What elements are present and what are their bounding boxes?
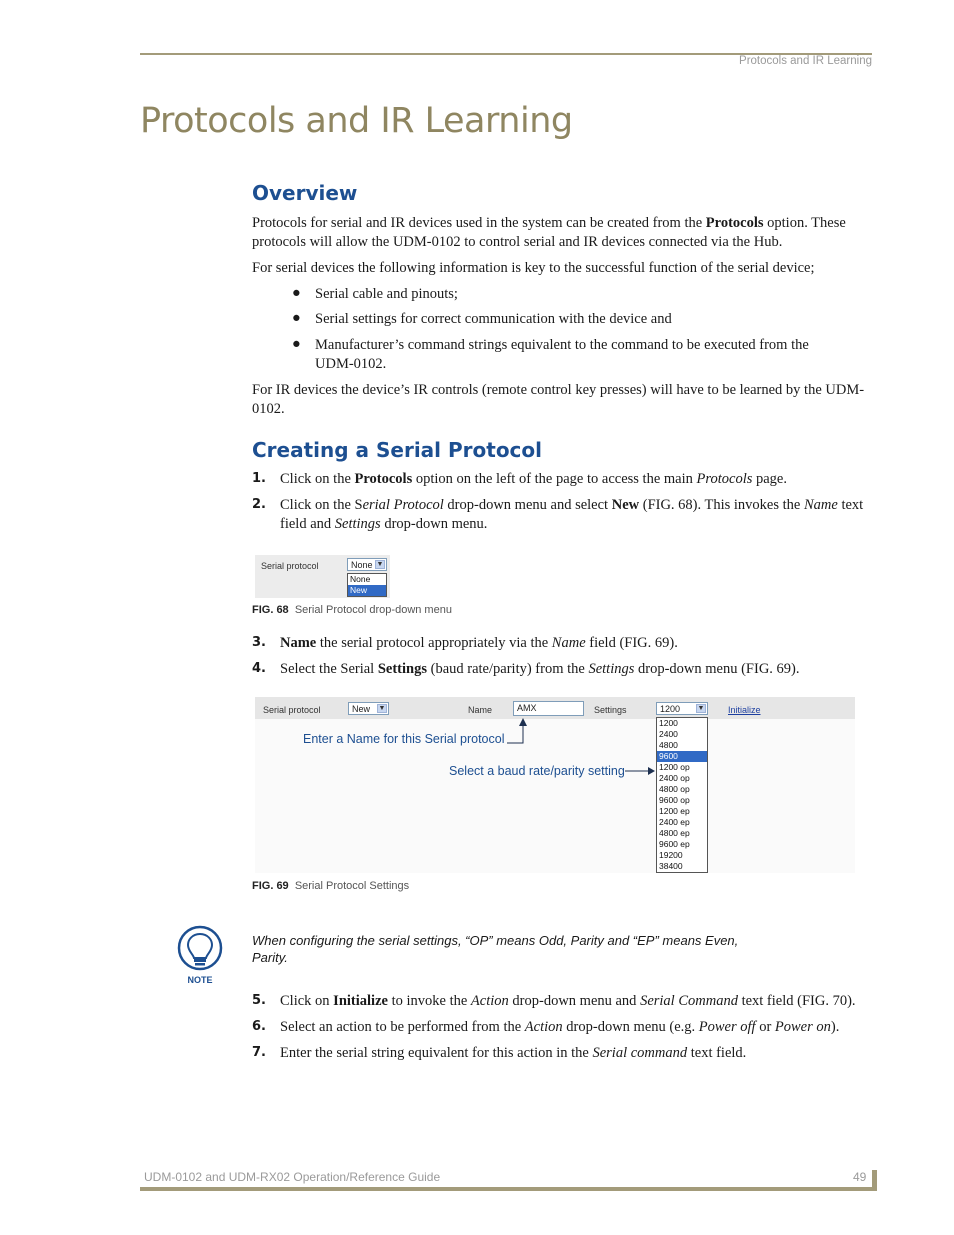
select-value: New — [352, 704, 371, 714]
text: Select an action to be performed from the — [280, 1019, 525, 1035]
dropdown-option-selected[interactable]: New — [348, 585, 386, 596]
step-5 — [280, 992, 856, 1011]
bold-term: New — [611, 497, 640, 513]
text: text field (FIG. 70). — [737, 993, 856, 1009]
caption-text: Serial Protocol drop-down menu — [294, 604, 452, 616]
dropdown-option[interactable]: 38400 — [659, 861, 683, 871]
text: For IR devices the device’s IR controls (remote control key presses) will have to be learned by the UDM- — [252, 382, 865, 398]
bold-term: Initialize — [333, 993, 388, 1009]
text: When configuring the serial settings, “OP” means Odd, Parity and “EP” means Even, — [252, 933, 739, 948]
serial-protocol-label: Serial protocol — [263, 705, 321, 715]
italic-term: Name — [551, 635, 586, 651]
serial-protocol-select[interactable] — [347, 558, 387, 571]
footer-page-number: 49 — [853, 1170, 867, 1184]
chevron-down-icon[interactable]: ▼ — [378, 705, 386, 712]
text: to invoke the — [387, 993, 471, 1009]
bold-term: Settings — [377, 661, 427, 677]
step-number: 5. — [252, 993, 266, 1008]
dropdown-option[interactable]: 4800 ep — [659, 828, 690, 838]
overview-heading: Overview — [252, 181, 358, 205]
footer-tick — [872, 1170, 877, 1191]
select-value: None — [351, 560, 373, 570]
dropdown-option[interactable]: 1200 ep — [659, 806, 690, 816]
text: Parity. — [252, 950, 288, 965]
italic-term: Power off — [698, 1019, 756, 1035]
text: page. — [752, 471, 787, 487]
italic-term: erial Protocol — [362, 497, 444, 513]
step-3 — [280, 634, 678, 653]
footer-rule — [140, 1187, 877, 1191]
step-number: 3. — [252, 635, 266, 650]
overview-paragraph-3 — [252, 381, 872, 419]
dropdown-option[interactable]: 9600 op — [659, 795, 690, 805]
dropdown-option[interactable]: 2400 op — [659, 773, 690, 783]
fig68-caption — [252, 604, 452, 616]
text: (baud rate/parity) from the — [427, 661, 589, 677]
select-value: 1200 — [660, 704, 681, 714]
italic-term: Name — [803, 497, 838, 513]
settings-label: Settings — [594, 705, 627, 715]
text: option. These — [763, 215, 846, 231]
text: 0102. — [252, 401, 285, 417]
name-annotation: Enter a Name for this Serial protocol — [303, 732, 505, 746]
dropdown-option[interactable]: 2400 — [659, 729, 678, 739]
step-6 — [280, 1018, 839, 1037]
text: Click on — [280, 993, 334, 1009]
italic-term: Serial command — [592, 1045, 688, 1061]
bullet-item-continued: UDM-0102. — [315, 356, 387, 372]
italic-term: Power on — [774, 1019, 831, 1035]
step-7 — [280, 1044, 746, 1063]
dropdown-option[interactable]: 1200 op — [659, 762, 690, 772]
text: field and — [280, 516, 335, 532]
dropdown-option[interactable]: 1200 — [659, 718, 678, 728]
dropdown-option[interactable]: 4800 — [659, 740, 678, 750]
dropdown-option[interactable]: 2400 ep — [659, 817, 690, 827]
text: the serial protocol appropriately via the — [316, 635, 552, 651]
dropdown-option[interactable]: 4800 op — [659, 784, 690, 794]
step-number: 1. — [252, 471, 266, 486]
text: Click on the — [280, 471, 355, 487]
text: or — [755, 1019, 775, 1035]
text: Enter the serial string equivalent for this action in the — [280, 1045, 593, 1061]
bullet-icon: ● — [292, 285, 301, 301]
bullet-item: Serial cable and pinouts; — [315, 286, 458, 302]
step-number: 6. — [252, 1019, 266, 1034]
overview-paragraph-2: For serial devices the following information is key to the successful function of the serial device; — [252, 260, 815, 276]
italic-term: Action — [524, 1019, 563, 1035]
name-arrow-line — [507, 724, 523, 743]
chevron-down-icon[interactable]: ▼ — [697, 705, 705, 712]
bold-term: Name — [280, 635, 317, 651]
text: ). — [830, 1019, 840, 1035]
step-2 — [280, 496, 872, 534]
lightbulb-icon — [177, 925, 223, 975]
text: text field. — [687, 1045, 747, 1061]
step-number: 2. — [252, 497, 266, 512]
caption-number: FIG. 69 — [252, 880, 289, 892]
dropdown-option[interactable]: 19200 — [659, 850, 683, 860]
text: drop-down menu and — [508, 993, 641, 1009]
bold-term: Protocols — [354, 471, 413, 487]
italic-term: Settings — [588, 661, 635, 677]
page-title: Protocols and IR Learning — [140, 101, 573, 141]
italic-term: Protocols — [696, 471, 753, 487]
bullet-icon: ● — [292, 336, 301, 352]
bullet-icon: ● — [292, 310, 301, 326]
baud-arrow-head — [648, 767, 655, 775]
initialize-link[interactable]: Initialize — [728, 705, 761, 715]
text: drop-down menu and select — [443, 497, 612, 513]
fig69-caption — [252, 880, 409, 892]
italic-term: Action — [470, 993, 509, 1009]
text: Select the Serial — [280, 661, 378, 677]
running-header: Protocols and IR Learning — [739, 55, 872, 67]
footer-guide-title: UDM-0102 and UDM-RX02 Operation/Reference Guide — [144, 1170, 441, 1184]
text: Click on the S — [280, 497, 363, 513]
baud-annotation: Select a baud rate/parity setting — [449, 764, 625, 778]
text: option on the left of the page to access the main — [412, 471, 697, 487]
italic-term: Serial Command — [640, 993, 738, 1009]
step-number: 7. — [252, 1045, 266, 1060]
text: (FIG. 68). This invokes the — [639, 497, 804, 513]
overview-paragraph-1 — [252, 214, 872, 252]
caption-text: Serial Protocol Settings — [294, 880, 410, 892]
bullet-item: Serial settings for correct communication with the device and — [315, 311, 672, 327]
text: protocols will allow the UDM-0102 to control serial and IR devices connected via the Hub. — [252, 234, 783, 250]
note-text — [252, 932, 792, 966]
fig68-screenshot — [255, 555, 390, 598]
serial-protocol-label: Serial protocol — [261, 561, 319, 571]
text: drop-down menu (FIG. 69). — [634, 661, 800, 677]
dropdown-option[interactable]: 9600 ep — [659, 839, 690, 849]
name-arrow-head — [519, 718, 527, 726]
step-1 — [280, 470, 787, 489]
step-4 — [280, 660, 800, 679]
dropdown-option[interactable]: None — [350, 574, 371, 584]
text: drop-down menu (e.g. — [562, 1019, 699, 1035]
bold-term: Protocols — [705, 215, 764, 231]
bullet-item: Manufacturer’s command strings equivalent to the command to be executed from the — [315, 337, 809, 353]
annotation-arrows — [255, 697, 855, 873]
italic-term: Settings — [334, 516, 381, 532]
chevron-down-icon[interactable]: ▼ — [376, 561, 384, 568]
dropdown-option-selected[interactable]: 9600 — [657, 751, 707, 762]
note-icon — [177, 925, 223, 987]
step-number: 4. — [252, 661, 266, 676]
creating-heading: Creating a Serial Protocol — [252, 438, 543, 462]
text: drop-down menu. — [380, 516, 488, 532]
caption-number: FIG. 68 — [252, 604, 289, 616]
fig69-screenshot — [255, 697, 855, 873]
note-label: NOTE — [187, 975, 213, 985]
text: text — [837, 497, 864, 513]
name-label: Name — [468, 705, 493, 715]
text: field (FIG. 69). — [585, 635, 678, 651]
text: Protocols for serial and IR devices used in the system can be created from the — [252, 215, 706, 231]
name-input[interactable]: AMX — [513, 701, 584, 716]
serial-protocol-dropdown-list — [347, 573, 387, 597]
